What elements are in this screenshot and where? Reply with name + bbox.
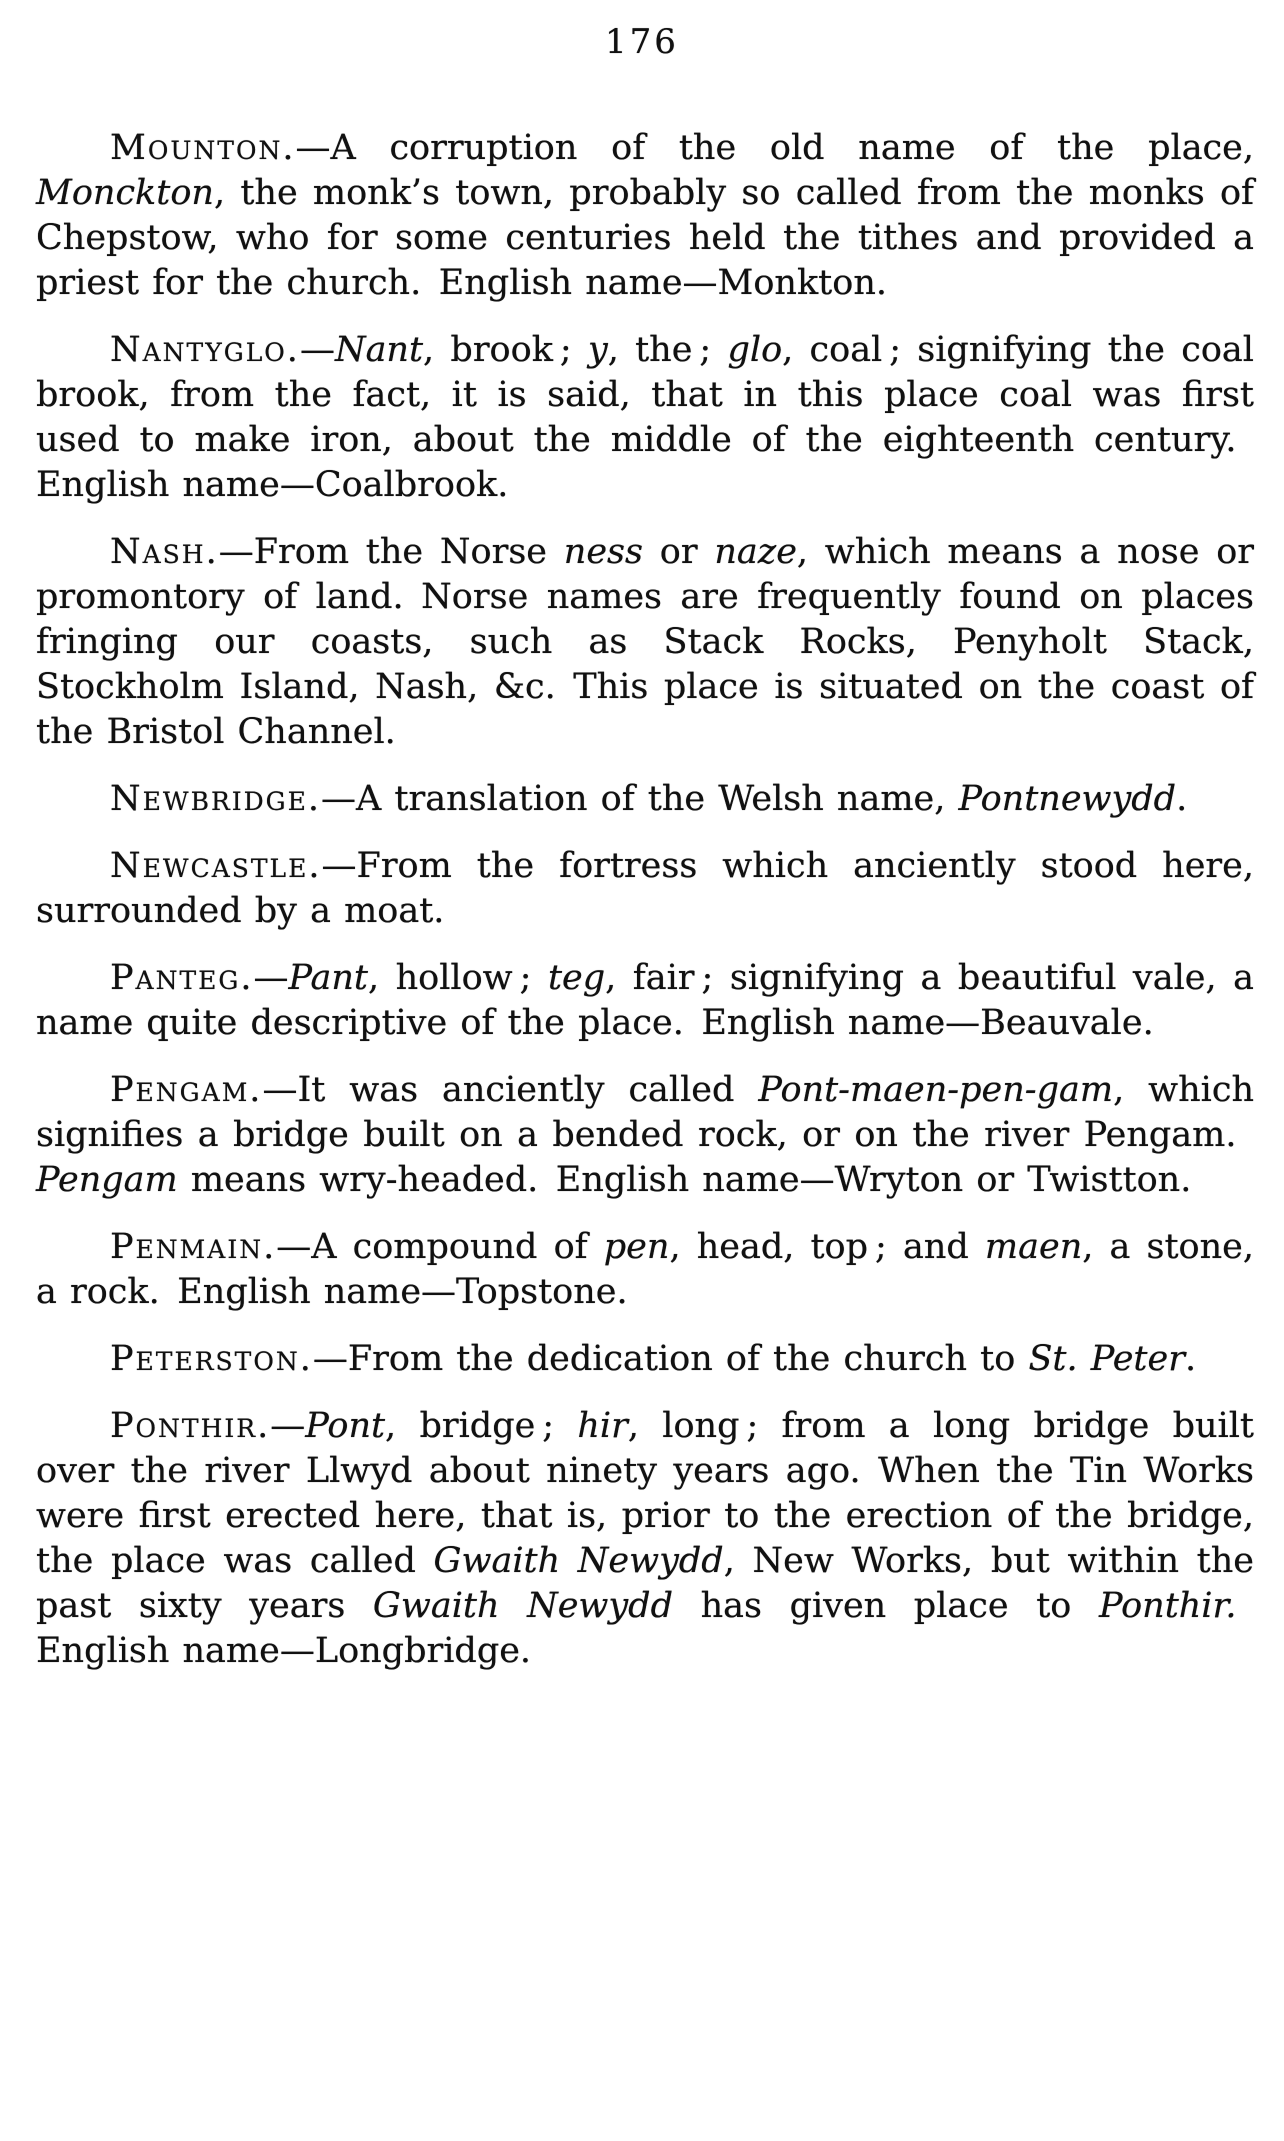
entry-paragraph: Newbridge.—A translation of the Welsh name, Pontnewydd.	[110, 779, 1188, 819]
italic-term: Monckton	[36, 173, 214, 213]
entry-headword: Penmain.	[110, 1227, 277, 1267]
entry-paragraph: Panteg.—Pant, hollow ; teg, fair ; signifying a beautiful vale, a name quite descriptive of the place. English name—Beauvale.	[36, 958, 1254, 1043]
italic-term: Pengam	[36, 1160, 178, 1200]
italic-term: Nant	[334, 330, 424, 370]
italic-term: y	[587, 330, 608, 370]
italic-term: Pant	[288, 958, 368, 998]
entry-headword: Ponthir.	[110, 1406, 271, 1446]
italic-term: St. Peter	[1028, 1339, 1185, 1379]
entry-headword: Pengam.	[110, 1070, 263, 1110]
entry-paragraph: Mounton.—A corruption of the old name of the place, Monckton, the monk’s town, probably so called from the monks of Chepstow, who for some centuries held the tithes and provided a priest for the church. English name—Monkton.	[36, 128, 1254, 303]
italic-term: Ponthir.	[1098, 1586, 1237, 1626]
entry-paragraph: Newcastle.—From the fortress which anciently stood here, surrounded by a moat.	[36, 846, 1254, 931]
entry-paragraph: Nash.—From the Norse ness or naze, which means a nose or promontory of land. Norse names are frequently found on places fringing our coasts, such as Stack Rocks, Penyholt Stack, Stockholm Island, Nash, &c. This place is situated on the coast of the Bristol Channel.	[36, 532, 1254, 752]
italic-term: teg	[547, 958, 606, 998]
italic-term: naze	[714, 532, 797, 572]
italic-term: maen	[984, 1227, 1083, 1267]
italic-term: glo	[727, 330, 783, 370]
italic-term: pen	[603, 1227, 670, 1267]
entry-headword: Newcastle.	[110, 846, 322, 886]
page-body	[36, 104, 1254, 1674]
entry-headword: Peterston.	[110, 1339, 313, 1379]
page-number: 176	[605, 22, 679, 62]
italic-term: Gwaith Newydd	[372, 1586, 673, 1626]
entry-headword: Nash.	[110, 532, 219, 572]
entry-paragraph: Nantyglo.—Nant, brook ; y, the ; glo, coal ; signifying the coal brook, from the fact, it is said, that in this place coal was first used to make iron, about the middle of the eighteenth century. English name—Coalbrook.	[36, 330, 1254, 505]
entry-headword: Panteg.	[110, 958, 254, 998]
entry-headword: Mounton.	[110, 128, 296, 168]
entry-headword: Newbridge.	[110, 779, 322, 819]
italic-term: Gwaith Newydd	[433, 1541, 724, 1581]
entry-paragraph: Ponthir.—Pont, bridge ; hir, long ; from a long bridge built over the river Llwyd about ninety years ago. When the Tin Works were first erected here, that is, prior to the erection of the bridge, the place was called Gwaith Newydd, New Works, but within the past sixty years Gwaith Newydd has given place to Ponthir. English name—Longbridge.	[36, 1406, 1255, 1671]
italic-term: ness	[563, 532, 643, 572]
entry-paragraph: Peterston.—From the dedication of the church to St. Peter.	[110, 1339, 1197, 1379]
entry-paragraph: Pengam.—It was anciently called Pont-maen-pen-gam, which signifies a bridge built on a bended rock, or on the river Pengam. Pengam means wry-headed. English name—Wryton or Twistton.	[36, 1070, 1254, 1200]
italic-term: hir	[577, 1406, 628, 1446]
italic-term: Pont-maen-pen-gam	[758, 1070, 1114, 1110]
entry-paragraph: Penmain.—A compound of pen, head, top ; and maen, a stone, a rock. English name—Topstone.	[36, 1227, 1254, 1312]
italic-term: Pont	[305, 1406, 386, 1446]
italic-term: Pontnewydd	[958, 779, 1177, 819]
entry-headword: Nantyglo.	[110, 330, 300, 370]
